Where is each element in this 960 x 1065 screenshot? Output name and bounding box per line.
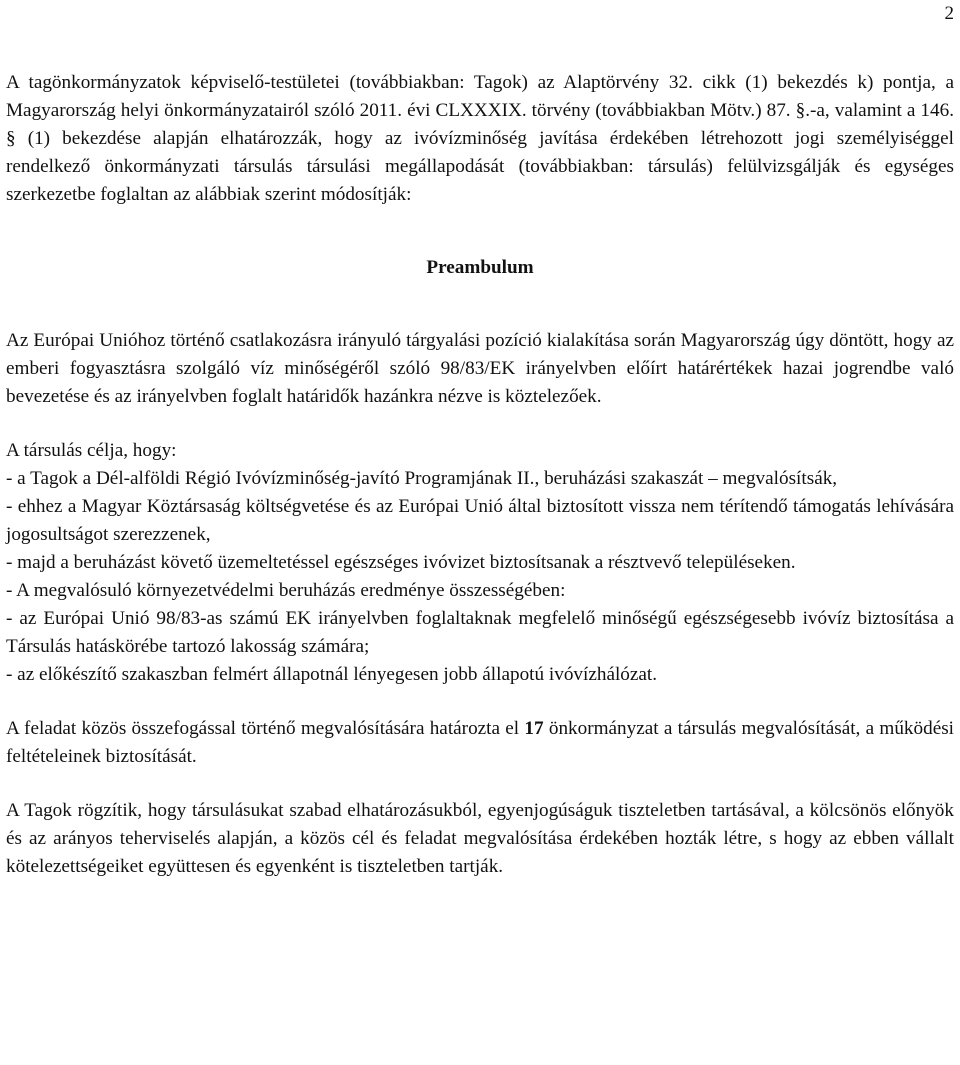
task-text-after: önkormányzat a társulás megvalósítását, a működési feltételeinek biztosítását. xyxy=(6,718,955,767)
section-heading: Preambulum xyxy=(426,257,534,278)
result-item: - az előkészítő szakaszban felmért állapotnál lényegesen jobb állapotú ivóvízhálózat. xyxy=(6,664,658,685)
intro-paragraph: A tagönkormányzatok képviselő-testületei (továbbiakban: Tagok) az Alaptörvény 32. cikk (1) bekezdés k) pontja, a Magyarország helyi önkormányzatairól szóló 2011. évi CLXXXIX. törvény (továbbiakban Mötv.) 87. §.-a, valamint a 146. § (1) bekezdése alapján elhatározzák, hogy az ivóvízminőség javítása érdekében létrehozott jogi személyiséggel rendelkező önkormányzati társulás társulási megállapodását (továbbiakban: társulás) felülvizsgálják és egységes szerkezetbe foglaltan az alábbiak szerint módosítják: xyxy=(6,72,954,205)
task-paragraph xyxy=(6,715,954,771)
document-body xyxy=(6,69,954,881)
task-text-before: A feladat közös összefogással történő megvalósítására határozta el xyxy=(6,718,525,739)
result-item: - az Európai Unió 98/83-as számú EK irányelvben foglaltaknak megfelelő minőségű egészségesebb ivóvíz biztosítása a Társulás hatáskörébe tartozó lakosság számára; xyxy=(6,608,954,657)
goal-intro: A társulás célja, hogy: xyxy=(6,440,177,461)
page-number: 2 xyxy=(944,3,954,24)
goal-item: - ehhez a Magyar Köztársaság költségvetése és az Európai Unió által biztosított vissza nem térítendő támogatás lehívására jogosultságot szerezzenek, xyxy=(6,496,954,545)
member-count: 17 xyxy=(524,718,544,739)
result-intro: - A megvalósuló környezetvédelmi beruházás eredménye összességében: xyxy=(6,580,566,601)
preamble-paragraph: Az Európai Unióhoz történő csatlakozásra irányuló tárgyalási pozíció kialakítása során Magyarország úgy döntött, hogy az emberi fogyasztásra szolgáló víz minőségéről szóló 98/83/EK irányelvben előírt határértékek hazai jogrendbe való bevezetése és az irányelvben foglalt határidők hazánkra nézve is köztelezőek. xyxy=(6,330,954,407)
goal-item: - a Tagok a Dél-alföldi Régió Ivóvízminőség-javító Programjának II., beruházási szakaszát – megvalósítsák, xyxy=(6,468,838,489)
closing-paragraph: A Tagok rögzítik, hogy társulásukat szabad elhatározásukból, egyenjogúságuk tiszteletben tartásával, a kölcsönös előnyök és az arányos teherviselés alapján, a közös cél és feladat megvalósítása érdekében hozták létre, s hogy az ebben vállalt kötelezettségeiket együttesen és egyenként is tiszteletben tartják. xyxy=(6,800,954,877)
goal-item: - majd a beruházást követő üzemeltetéssel egészséges ivóvizet biztosítsanak a résztvevő településeken. xyxy=(6,552,796,573)
